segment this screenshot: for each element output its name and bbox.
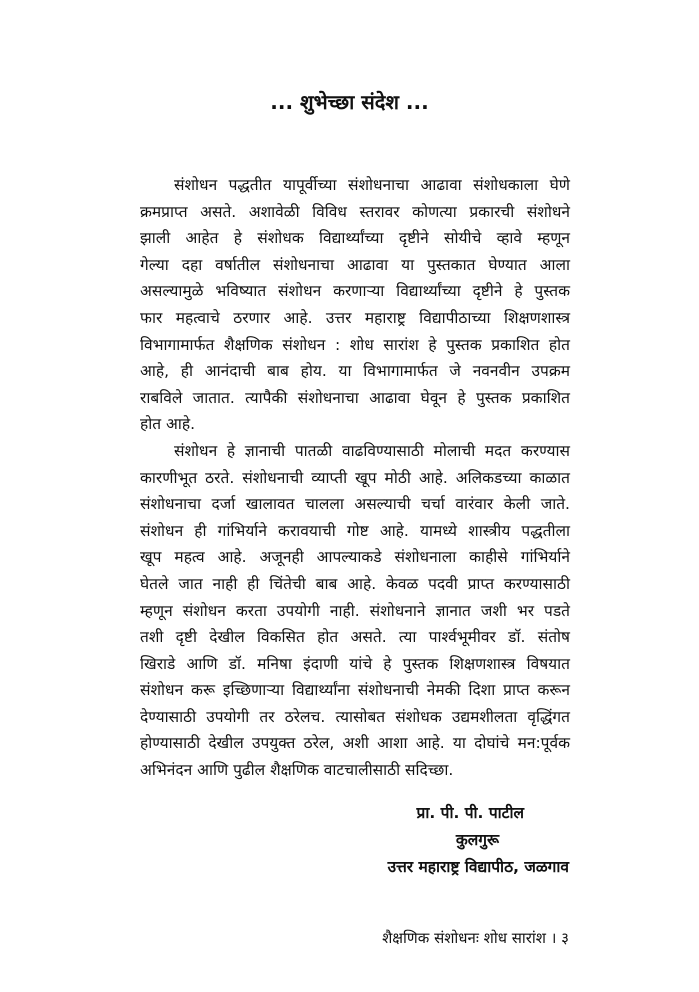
text-line: असल्यामुळे भविष्यात संशोधन करणाऱ्या विद्यार्थ्यांच्या दृष्टीने हे पुस्तक xyxy=(140,282,570,301)
text-line: कारणीभूत ठरते. संशोधनाची व्याप्ती खूप मोठी आहे. अलिकडच्या काळात xyxy=(140,468,570,487)
page-title: ... शुभेच्छा संदेश ... xyxy=(270,90,429,114)
signatory-name: प्रा. पी. पी. पाटील xyxy=(416,804,524,822)
page-footer: शैक्षणिक संशोधनः शोध सारांश । ३ xyxy=(382,929,569,947)
paragraph-1 xyxy=(140,172,570,438)
text-line: क्रमप्राप्त असते. अशावेळी विविध स्तरावर कोणत्या प्रकारची संशोधने xyxy=(140,202,570,221)
text-line: राबविले जातात. त्यापैकी संशोधनाचा आढावा घेवून हे पुस्तक प्रकाशित xyxy=(140,388,570,407)
text-line: संशोधन ही गांभिर्याने करावयाची गोष्ट आहे. यामध्ये शास्त्रीय पद्धतीला xyxy=(140,521,570,540)
text-line: अभिनंदन आणि पुढील शैक्षणिक वाटचालीसाठी सदिच्छा. xyxy=(140,761,454,780)
text-line: होत आहे. xyxy=(140,415,196,434)
signatory-designation: कुलगुरू xyxy=(455,831,499,849)
text-line: देण्यासाठी उपयोगी तर ठरेलच. त्यासोबत संशोधक उद्यमशीलता वृद्धिंगत xyxy=(140,707,570,726)
text-line: खूप महत्व आहे. अजूनही आपल्याकडे संशोधनाला काहीसे गांभिर्याने xyxy=(140,548,570,567)
text-line: तशी दृष्टी देखील विकसित होत असते. त्या पार्श्वभूमीवर डॉ. संतोष xyxy=(140,628,570,647)
text-line: विभागामार्फत शैक्षणिक संशोधन : शोध सारांश हे पुस्तक प्रकाशित होत xyxy=(140,335,570,354)
text-line: संशोधन हे ज्ञानाची पातळी वाढविण्यासाठी मोलाची मदत करण्यास xyxy=(174,441,570,460)
text-line: खिराडे आणि डॉ. मनिषा इंदाणी यांचे हे पुस्तक शिक्षणशास्त्र विषयात xyxy=(140,654,570,673)
paragraph-2 xyxy=(140,438,570,784)
message-body xyxy=(140,172,570,784)
text-line: फार महत्वाचे ठरणार आहे. उत्तर महाराष्ट्र विद्यापीठाच्या शिक्षणशास्त्र xyxy=(140,308,570,327)
text-line: संशोधन करू इच्छिणाऱ्या विद्यार्थ्यांना संशोधनाची नेमकी दिशा प्राप्त करून xyxy=(140,681,570,700)
text-line: गेल्या दहा वर्षातील संशोधनाचा आढावा या पुस्तकात घेण्यात आला xyxy=(140,255,570,274)
text-line: घेतले जात नाही ही चिंतेची बाब आहे. केवळ पदवी प्राप्त करण्यासाठी xyxy=(140,574,570,593)
text-line: झाली आहेत हे संशोधक विद्यार्थ्यांच्या दृष्टीने सोयीचे व्हावे म्हणून xyxy=(140,229,570,248)
signatory-institution: उत्तर महाराष्ट्र विद्यापीठ, जळगाव xyxy=(387,858,569,876)
text-line: होण्यासाठी देखील उपयुक्त ठरेल, अशी आशा आहे. या दोघांचे मन:पूर्वक xyxy=(140,734,570,753)
text-line: म्हणून संशोधन करता उपयोगी नाही. संशोधनाने ज्ञानात जशी भर पडते xyxy=(140,601,570,620)
text-line: आहे, ही आनंदाची बाब होय. या विभागामार्फत जे नवनवीन उपक्रम xyxy=(140,362,570,381)
text-line: संशोधन पद्धतीत यापूर्वीच्या संशोधनाचा आढावा संशोधकाला घेणे xyxy=(174,176,570,194)
text-line: संशोधनाचा दर्जा खालावत चालला असल्याची चर्चा वारंवार केली जाते. xyxy=(140,495,570,514)
